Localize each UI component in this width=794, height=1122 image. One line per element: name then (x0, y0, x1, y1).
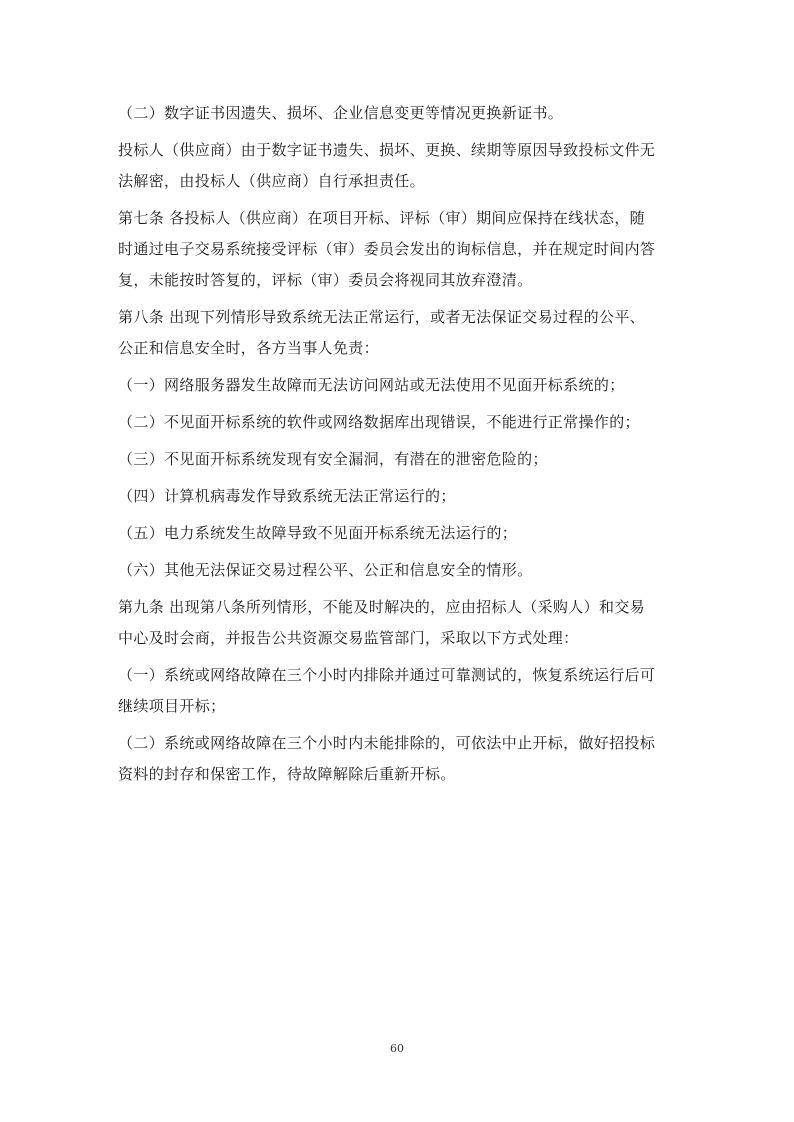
text-line: 继续项目开标； (118, 697, 226, 715)
list-item (118, 555, 678, 586)
list-item (118, 444, 678, 475)
text-line: （一）系统或网络故障在三个小时内排除并通过可靠测试的，恢复系统运行后可 (118, 666, 656, 684)
text-line: 第九条 出现第八条所列情形，不能及时解决的，应由招标人（采购人）和交易 (118, 598, 646, 616)
text-line: 第八条 出现下列情形导致系统无法正常运行，或者无法保证交易过程的公平、 (118, 308, 646, 326)
page-number: 60 (390, 1042, 404, 1055)
text-line: 复，未能按时答复的，评标（审）委员会将视同其放弃澄清。 (118, 271, 533, 289)
text-line: （二）数字证书因遗失、损坏、企业信息变更等情况更换新证书。 (118, 104, 564, 122)
text-line: 投标人（供应商）由于数字证书遗失、损坏、更换、续期等原因导致投标文件无 (118, 141, 656, 159)
text-line: 资料的封存和保密工作，待故障解除后重新开标。 (118, 765, 456, 783)
list-item (118, 660, 678, 722)
text-line: （四）计算机病毒发作导致系统无法正常运行的； (118, 487, 456, 505)
list-item (118, 728, 678, 790)
list-item (118, 407, 678, 438)
text-line: （三）不见面开标系统发现有安全漏洞，有潜在的泄密危险的； (118, 450, 548, 468)
article-eight-paragraph (118, 302, 678, 364)
text-line: （六）其他无法保证交易过程公平、公正和信息安全的情形。 (118, 561, 533, 579)
document-body (118, 98, 678, 796)
text-line: 公正和信息安全时，各方当事人免责： (118, 339, 379, 357)
paragraph (118, 135, 678, 197)
list-item (118, 518, 678, 549)
text-line: （二）系统或网络故障在三个小时内未能排除的，可依法中止开标，做好招投标 (118, 734, 656, 752)
article-nine-paragraph (118, 592, 678, 654)
text-line: （五）电力系统发生故障导致不见面开标系统无法运行的； (118, 524, 518, 542)
text-line: （一）网络服务器发生故障而无法访问网站或无法使用不见面开标系统的； (118, 376, 625, 394)
article-seven-paragraph (118, 203, 678, 296)
list-item (118, 370, 678, 401)
text-line: 法解密，由投标人（供应商）自行承担责任。 (118, 172, 426, 190)
paragraph (118, 98, 678, 129)
text-line: 第七条 各投标人（供应商）在项目开标、评标（审）期间应保持在线状态，随 (118, 209, 646, 227)
text-line: 时通过电子交易系统接受评标（审）委员会发出的询标信息，并在规定时间内答 (118, 240, 656, 258)
list-item (118, 481, 678, 512)
text-line: （二）不见面开标系统的软件或网络数据库出现错误，不能进行正常操作的； (118, 413, 640, 431)
text-line: 中心及时会商，并报告公共资源交易监管部门，采取以下方式处理： (118, 629, 579, 647)
